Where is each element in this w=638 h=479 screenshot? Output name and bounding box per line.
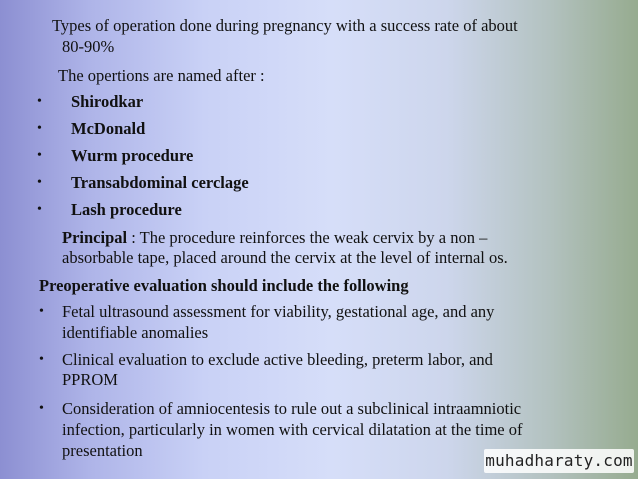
procedure-item: Transabdominal cerclage xyxy=(71,173,249,192)
bullet-icon: • xyxy=(39,352,44,367)
bullet-icon: • xyxy=(37,148,42,163)
watermark: muhadharaty.com xyxy=(484,449,634,473)
preop-item-3-line-1: Consideration of amniocentesis to rule out a subclinical intraamniotic xyxy=(62,399,522,418)
named-after-line: The opertions are named after : xyxy=(58,66,265,85)
intro-line-1: Types of operation done during pregnancy with a success rate of about xyxy=(52,16,518,35)
preop-item-1-line-2: identifiable anomalies xyxy=(62,323,209,342)
procedure-item: Shirodkar xyxy=(71,92,144,111)
intro-line-2: 80-90% xyxy=(62,37,115,56)
preop-item-2-line-2: PPROM xyxy=(62,370,118,389)
bullet-icon: • xyxy=(37,202,42,217)
bullet-icon: • xyxy=(37,175,42,190)
bullet-icon: • xyxy=(39,304,44,319)
procedure-item: Wurm procedure xyxy=(71,146,194,165)
preop-heading: Preoperative evaluation should include the following xyxy=(39,276,409,295)
procedure-item: Lash procedure xyxy=(71,200,182,219)
procedure-item: McDonald xyxy=(71,119,146,138)
bullet-icon: • xyxy=(37,94,42,109)
preop-item-3-line-3: presentation xyxy=(62,441,143,460)
principal-label: Principal xyxy=(62,228,128,247)
preop-item-1-line-1: Fetal ultrasound assessment for viability, gestational age, and any xyxy=(62,302,495,321)
preop-item-2-line-1: Clinical evaluation to exclude active bleeding, preterm labor, and xyxy=(62,350,493,369)
principal-line-1 xyxy=(62,228,487,248)
principal-line-2: absorbable tape, placed around the cervix at the level of internal os. xyxy=(62,248,508,267)
bullet-icon: • xyxy=(39,401,44,416)
bullet-icon: • xyxy=(37,121,42,136)
preop-item-3-line-2: infection, particularly in women with cervical dilatation at the time of xyxy=(62,420,523,439)
principal-text-1: : The procedure reinforces the weak cervix by a non – xyxy=(127,228,488,247)
